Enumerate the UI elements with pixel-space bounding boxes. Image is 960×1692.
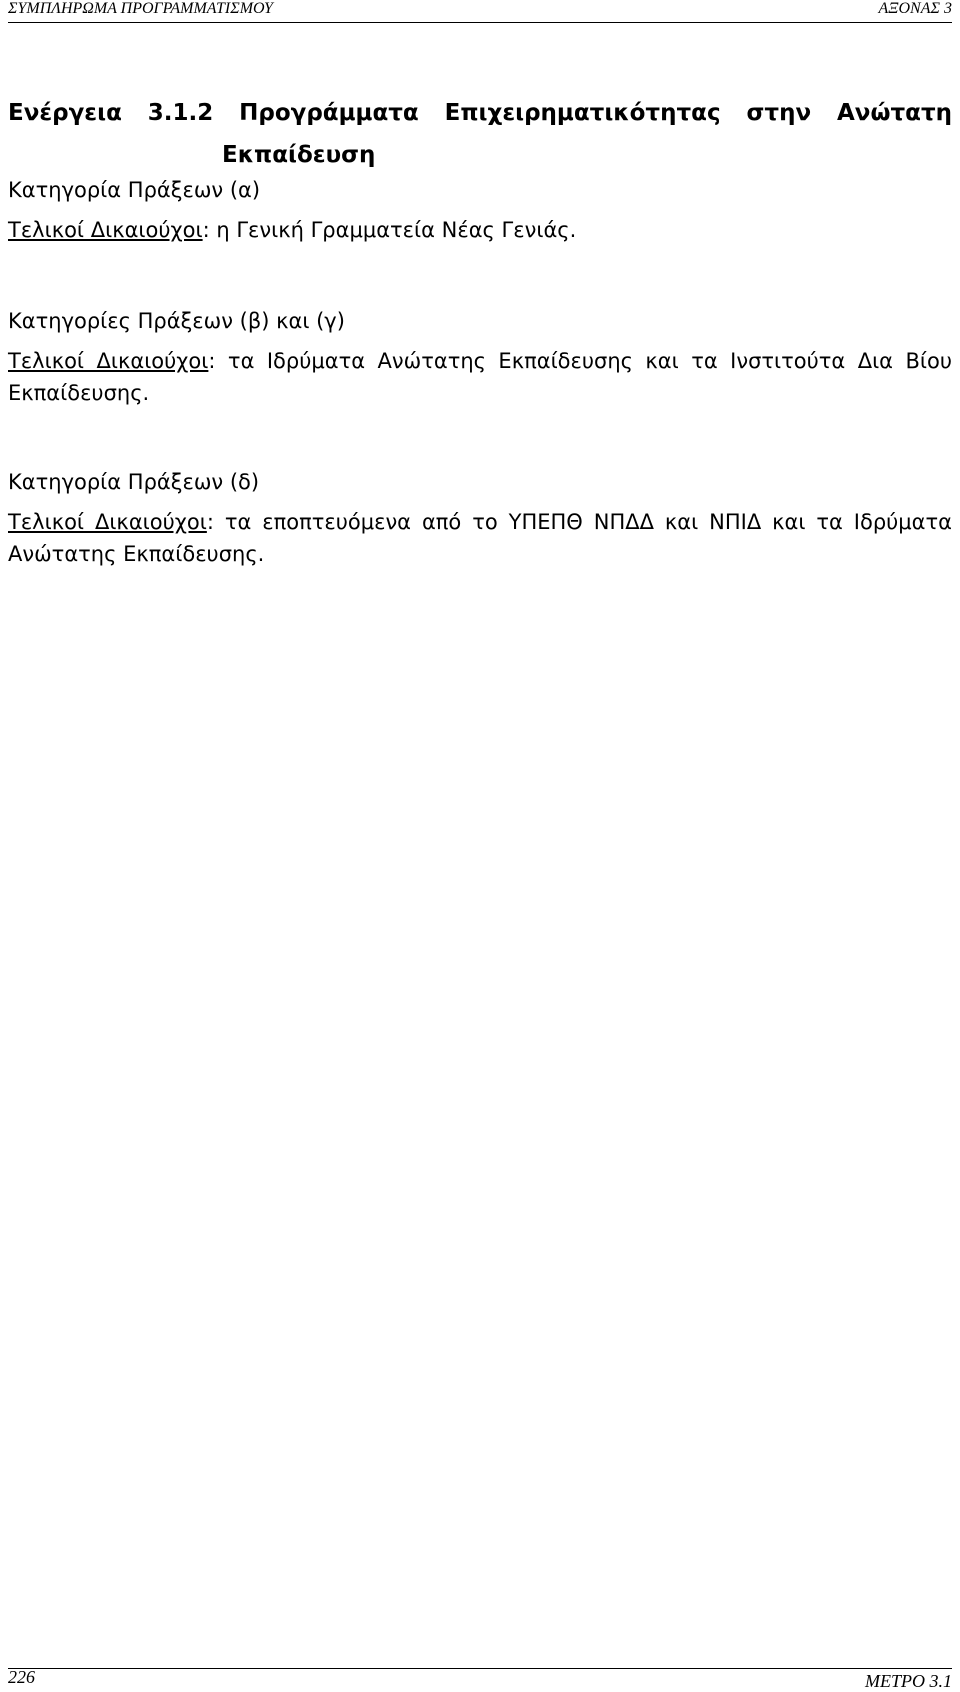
beneficiaries-label: Τελικοί Δικαιούχοι: [8, 218, 203, 242]
beneficiaries-text: : η Γενική Γραμματεία Νέας Γενιάς.: [202, 218, 577, 242]
beneficiaries-label: Τελικοί Δικαιούχοι: [8, 349, 209, 373]
category-a-beneficiaries: [8, 214, 952, 246]
category-a-heading: Κατηγορία Πράξεων (α): [8, 178, 261, 202]
category-d-beneficiaries: [8, 506, 952, 570]
section-title: Ενέργεια 3.1.2 Προγράμματα Επιχειρηματικότητας στην Ανώτατη: [8, 100, 952, 126]
beneficiaries-text: : τα εποπτευόμενα από το ΥΠΕΠΘ ΝΠΔΔ και ΝΠΙΔ και τα Ιδρύματα Ανώτατης Εκπαίδευσης.: [8, 510, 952, 566]
page-footer: [8, 1668, 952, 1689]
footer-measure-label: ΜΕΤΡΟ 3.1: [865, 1671, 952, 1691]
beneficiaries-text: : τα Ιδρύματα Ανώτατης Εκπαίδευσης και τα Ινστιτούτα Δια Βίου Εκπαίδευσης.: [8, 349, 952, 405]
page-header: [8, 0, 952, 23]
beneficiaries-label: Τελικοί Δικαιούχοι: [8, 510, 207, 534]
header-document-title: ΣΥΜΠΛΗΡΩΜΑ ΠΡΟΓΡΑΜΜΑΤΙΣΜΟΥ: [8, 0, 273, 17]
page-number: 226: [8, 1667, 35, 1687]
category-bc-heading: Κατηγορίες Πράξεων (β) και (γ): [8, 309, 345, 333]
header-axis-label: ΑΞΟΝΑΣ 3: [878, 0, 952, 17]
category-bc-beneficiaries: [8, 345, 952, 409]
section-title-continued: Εκπαίδευση: [222, 142, 376, 168]
category-d-heading: Κατηγορία Πράξεων (δ): [8, 470, 260, 494]
